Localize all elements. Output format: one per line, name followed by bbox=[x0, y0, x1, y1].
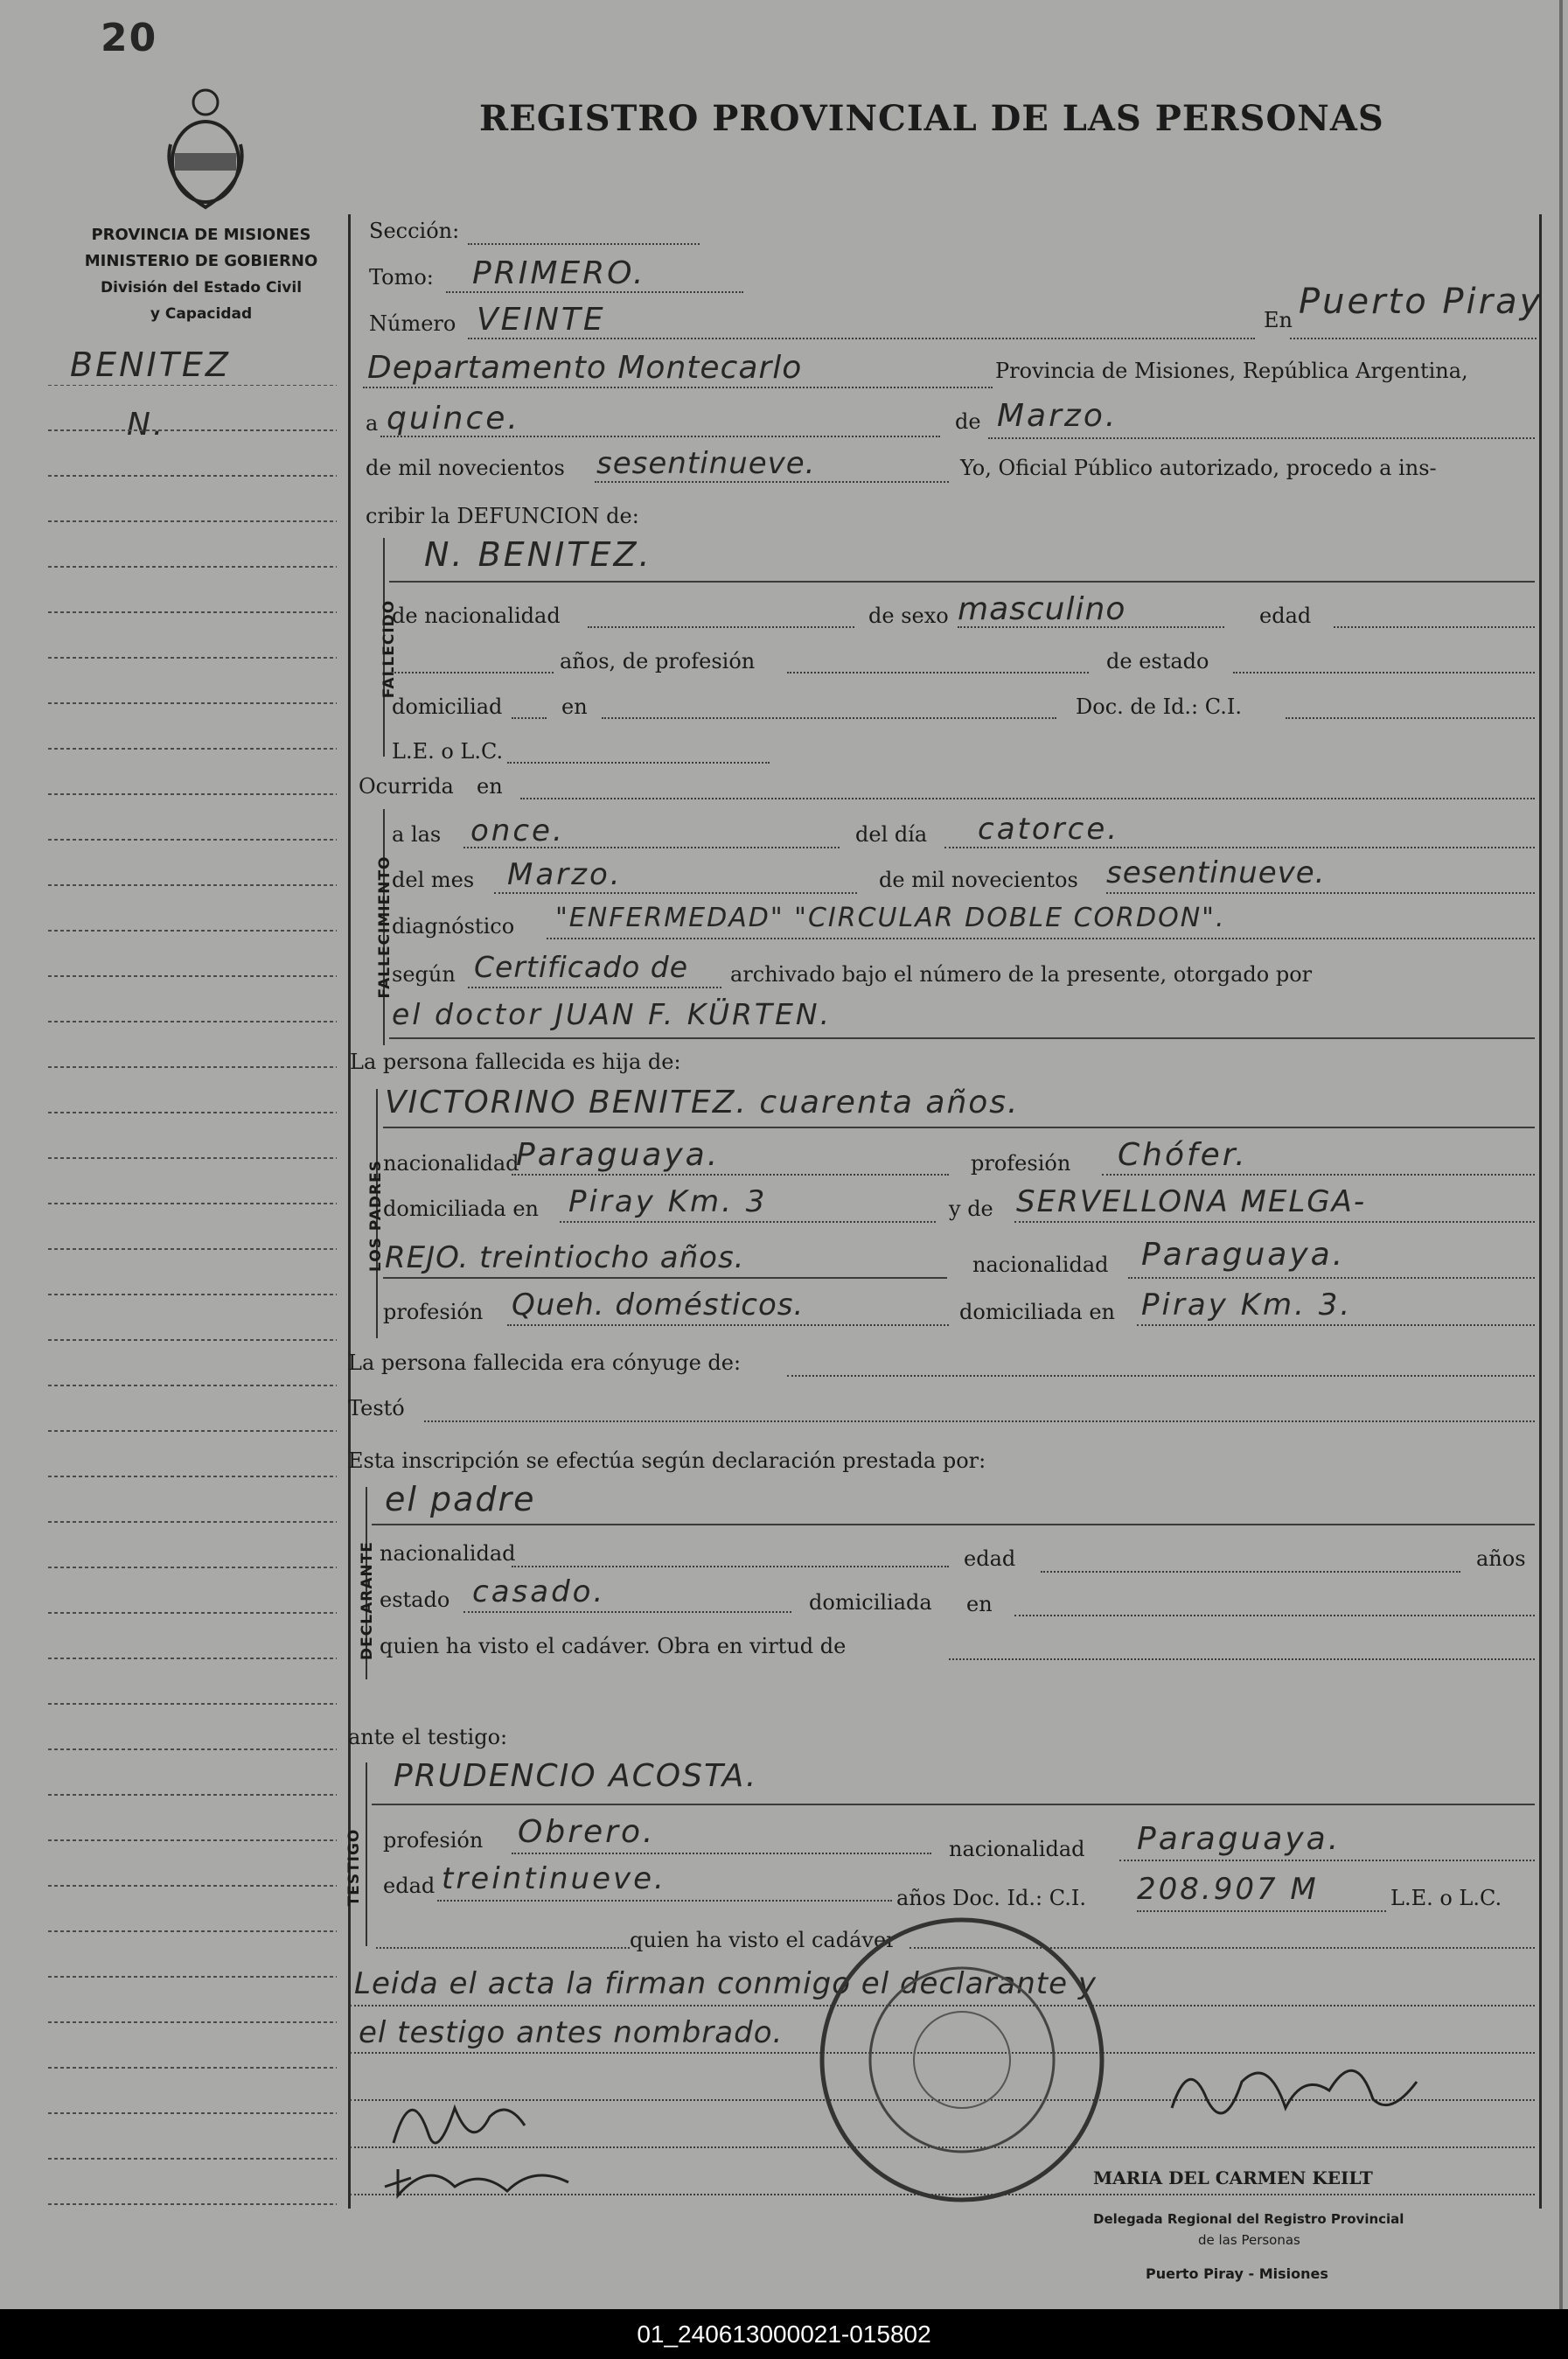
label-y-de: y de bbox=[949, 1197, 993, 1221]
coat-of-arms-icon bbox=[157, 83, 254, 214]
value-nac-madre: Paraguaya. bbox=[1141, 1237, 1346, 1273]
value-sexo: masculino bbox=[958, 591, 1126, 627]
value-nombre: N. BENITEZ. bbox=[424, 535, 652, 574]
value-dia: quince. bbox=[387, 401, 520, 436]
value-padre: VICTORINO BENITEZ. cuarenta años. bbox=[385, 1085, 1020, 1120]
value-nac-test: Paraguaya. bbox=[1137, 1821, 1342, 1857]
section-fallecimiento: FALLECIMIENTO bbox=[376, 855, 394, 999]
label-diagnostico: diagnóstico bbox=[392, 914, 515, 939]
label-anos-prof: años, de profesión bbox=[560, 649, 756, 674]
label-seccion: Sección: bbox=[369, 219, 460, 243]
signatory-office: de las Personas bbox=[1198, 2232, 1300, 2248]
value-hora: once. bbox=[470, 813, 565, 848]
label-inscripcion: Esta inscripción se efectúa según declaración prestada por: bbox=[348, 1448, 986, 1473]
label-a: a bbox=[366, 411, 379, 436]
issuer-province: PROVINCIA DE MISIONES bbox=[91, 226, 311, 244]
value-tomo: PRIMERO. bbox=[472, 255, 646, 291]
signatory-name: MARIA DEL CARMEN KEILT bbox=[1093, 2167, 1373, 2188]
value-mes: Marzo. bbox=[997, 398, 1119, 434]
value-leida1: Leida el acta la firman conmigo el declarante y bbox=[354, 1966, 1097, 2001]
value-nac-padre: Paraguaya. bbox=[516, 1137, 721, 1173]
value-segun: Certificado de bbox=[474, 950, 689, 984]
label-prof-madre: profesión bbox=[383, 1300, 484, 1324]
label-profesion: profesión bbox=[971, 1151, 1071, 1176]
label-a-las: a las bbox=[392, 822, 442, 847]
section-fallecido: FALLECIDO bbox=[380, 599, 398, 699]
value-numero: VEINTE bbox=[477, 302, 606, 338]
value-edad-test: treintinueve. bbox=[442, 1861, 666, 1896]
label-de-mil2: de mil novecientos bbox=[879, 868, 1078, 892]
label-doc: Doc. de Id.: C.I. bbox=[1076, 694, 1243, 719]
label-edad-test: edad bbox=[383, 1874, 436, 1898]
label-provincia: Provincia de Misiones, República Argentina, bbox=[995, 359, 1468, 383]
label-nac-padre: nacionalidad bbox=[383, 1151, 519, 1176]
label-edad: edad bbox=[1259, 604, 1312, 628]
value-medico: el doctor JUAN F. KÜRTEN. bbox=[392, 997, 833, 1031]
margin-ruled-lines bbox=[48, 385, 341, 2222]
value-anio: sesentinueve. bbox=[596, 446, 816, 481]
label-del-mes: del mes bbox=[392, 868, 475, 892]
label-en: En bbox=[1264, 308, 1293, 332]
label-nacionalidad: de nacionalidad bbox=[392, 604, 561, 628]
label-del-dia: del día bbox=[855, 822, 928, 847]
label-de: de bbox=[955, 409, 981, 434]
label-domiciliada-en: domiciliada en bbox=[383, 1197, 539, 1221]
label-yo: Yo, Oficial Público autorizado, procedo a ins- bbox=[960, 456, 1437, 480]
label-edad-decl: edad bbox=[964, 1546, 1016, 1571]
signature-oficial bbox=[1154, 2038, 1434, 2143]
value-madre2: REJO. treintiocho años. bbox=[385, 1240, 745, 1275]
signatory-location: Puerto Piray - Misiones bbox=[1146, 2265, 1328, 2282]
label-de-mil: de mil novecientos bbox=[366, 456, 565, 480]
label-numero: Número bbox=[369, 311, 456, 336]
label-quien: quien ha visto el cadáver. Obra en virtud de bbox=[380, 1634, 847, 1658]
label-prof-test: profesión bbox=[383, 1828, 484, 1853]
label-testigo: ante el testigo: bbox=[348, 1725, 508, 1749]
value-departamento: Departamento Montecarlo bbox=[367, 350, 803, 386]
label-quien-test: quien ha visto el cadáver bbox=[630, 1928, 896, 1952]
value-testigo: PRUDENCIO ACOSTA. bbox=[394, 1758, 758, 1794]
label-hija: La persona fallecida es hija de: bbox=[350, 1050, 681, 1074]
label-segun: según bbox=[392, 962, 456, 987]
value-domic-madre: Piray Km. 3. bbox=[1141, 1288, 1353, 1323]
label-cribir: cribir la DEFUNCION de: bbox=[366, 504, 639, 528]
value-en: Puerto Piray bbox=[1299, 282, 1544, 322]
label-estado-decl: estado bbox=[380, 1588, 450, 1612]
value-prof-madre: Queh. domésticos. bbox=[512, 1288, 805, 1323]
value-domic-padre: Piray Km. 3 bbox=[568, 1184, 768, 1219]
signature-declarante bbox=[376, 2073, 638, 2204]
issuer-ministry: MINISTERIO DE GOBIERNO bbox=[84, 252, 318, 270]
value-estado-decl: casado. bbox=[472, 1574, 606, 1609]
value-leida2: el testigo antes nombrado. bbox=[359, 2015, 784, 2050]
label-tomo: Tomo: bbox=[369, 265, 434, 290]
label-en-decl: en bbox=[966, 1592, 993, 1616]
value-prof-padre: Chófer. bbox=[1118, 1137, 1248, 1173]
margin-surname: BENITEZ bbox=[70, 345, 231, 384]
official-round-stamp bbox=[813, 1911, 1111, 2209]
issuer-block bbox=[52, 222, 350, 327]
issuer-capacity: y Capacidad bbox=[150, 305, 253, 323]
label-ocurrida: Ocurrida bbox=[359, 774, 454, 799]
label-archivado: archivado bajo el número de la presente, otorgado por bbox=[730, 962, 1313, 987]
value-diagnostico: "ENFERMEDAD" "CIRCULAR DOBLE CORDON". bbox=[555, 903, 1226, 933]
page-edge bbox=[1559, 0, 1563, 2309]
label-ocurrida-en: en bbox=[477, 774, 503, 799]
label-domic-madre: domiciliada en bbox=[959, 1300, 1115, 1324]
value-declarante: el padre bbox=[385, 1480, 536, 1518]
label-sexo: de sexo bbox=[868, 604, 949, 628]
value-prof-test: Obrero. bbox=[518, 1814, 656, 1850]
label-nac-madre: nacionalidad bbox=[972, 1253, 1109, 1277]
label-domic-decl: domiciliada bbox=[809, 1590, 932, 1615]
label-domiciliad: domiciliad bbox=[392, 694, 503, 719]
label-nac-decl: nacionalidad bbox=[380, 1541, 516, 1566]
label-anos-doc: años Doc. Id.: C.I. bbox=[896, 1886, 1086, 1910]
issuer-division: División del Estado Civil bbox=[100, 279, 303, 297]
signatory-title: Delegada Regional del Registro Provincial bbox=[1093, 2211, 1404, 2227]
label-testo: Testó bbox=[348, 1396, 405, 1420]
section-testigo: TESTIGO bbox=[345, 1828, 363, 1907]
label-le: L.E. o L.C. bbox=[392, 739, 504, 764]
section-declarante: DECLARANTE bbox=[359, 1541, 376, 1660]
label-anos-decl: años bbox=[1476, 1546, 1526, 1571]
label-conyuge: La persona fallecida era cónyuge de: bbox=[348, 1350, 742, 1375]
value-ci-test: 208.907 M bbox=[1137, 1872, 1319, 1907]
value-mes-fall: Marzo. bbox=[507, 857, 623, 892]
section-padres: LOS PADRES bbox=[367, 1160, 385, 1272]
form-border-right bbox=[1539, 214, 1542, 2209]
document-title: REGISTRO PROVINCIAL DE LAS PERSONAS bbox=[479, 98, 1384, 139]
label-nac-test: nacionalidad bbox=[949, 1837, 1085, 1861]
margin-initial: N. bbox=[127, 407, 166, 443]
file-id-footer: 01_240613000021-015802 bbox=[0, 2309, 1568, 2359]
value-madre: SERVELLONA MELGA- bbox=[1016, 1184, 1367, 1219]
page-number: 20 bbox=[101, 16, 158, 60]
label-le-test: L.E. o L.C. bbox=[1390, 1886, 1502, 1910]
value-anio-fall: sesentinueve. bbox=[1106, 855, 1326, 890]
value-dia-fall: catorce. bbox=[978, 812, 1120, 847]
label-estado: de estado bbox=[1106, 649, 1209, 674]
label-en2: en bbox=[561, 694, 588, 719]
